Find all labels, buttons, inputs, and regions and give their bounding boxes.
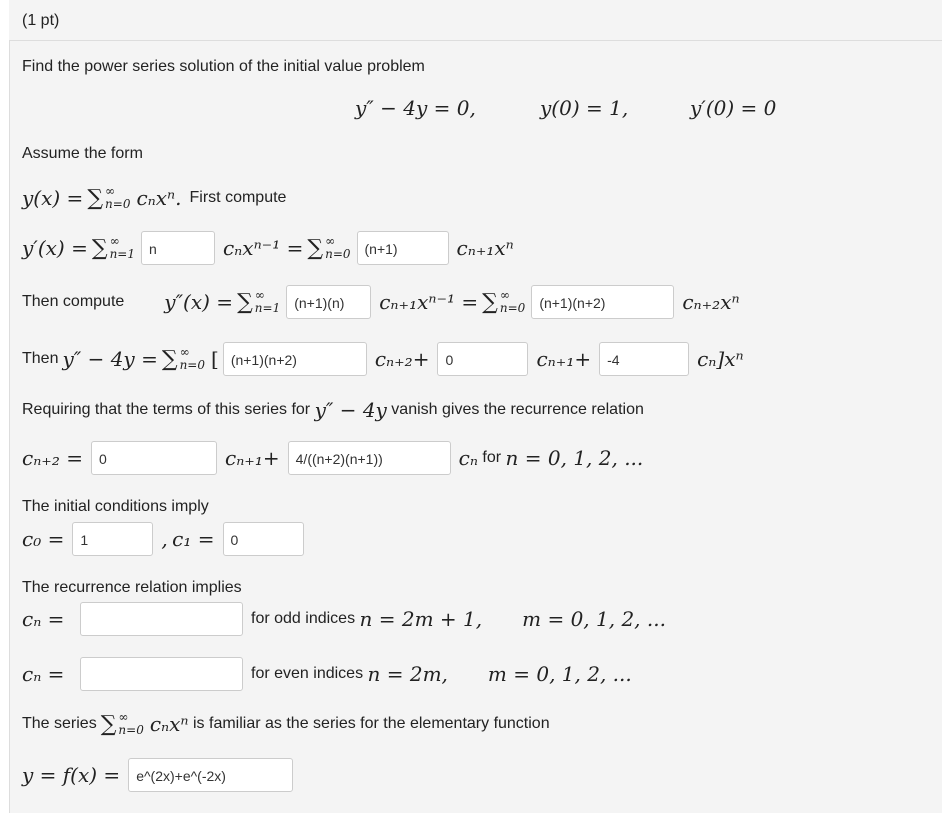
- ydouble-coef-input-1[interactable]: (n+1)(n): [286, 285, 371, 319]
- implies-label: The recurrence relation implies: [22, 579, 242, 596]
- sum-lower: n=0: [499, 301, 526, 315]
- sum-lower: n=0: [325, 247, 351, 261]
- yprime-line: [22, 230, 514, 266]
- sum-symbol: ∑ ∞ n=0: [161, 345, 205, 372]
- ydouble-coef-input-2[interactable]: (n+1)(n+2): [531, 285, 674, 319]
- sum-lower: n=0: [105, 197, 131, 211]
- combined-t2: cₙ₊₁+: [536, 347, 592, 371]
- requiring-line: [22, 392, 644, 428]
- ydouble-tail: cₙ₊₂xⁿ: [682, 290, 740, 314]
- final-lhs: y = f(x) =: [22, 763, 121, 787]
- sum-upper: ∞: [254, 288, 265, 302]
- sum-upper: ∞: [179, 345, 190, 359]
- combined-t1: cₙ₊₂+: [374, 347, 430, 371]
- ivp-ic1: y(0) = 1,: [540, 96, 629, 120]
- combined-coef-input-2[interactable]: 0: [437, 342, 528, 376]
- recurrence-for: for: [482, 449, 502, 466]
- sum-lower: n=1: [109, 247, 135, 261]
- series-post: is familiar as the series for the elementary function: [193, 715, 550, 732]
- odd-range: m = 0, 1, 2, ...: [522, 607, 666, 631]
- c1-input[interactable]: 0: [223, 522, 304, 556]
- recurrence-lhs: cₙ₊₂ =: [22, 446, 83, 470]
- sum-upper: ∞: [118, 710, 129, 724]
- sum-upper: ∞: [109, 234, 120, 248]
- points-label: (1 pt): [22, 12, 60, 29]
- sum-upper: ∞: [499, 288, 510, 302]
- yprime-coef-input-2[interactable]: (n+1): [357, 231, 449, 265]
- c0-label: c₀ =: [22, 527, 65, 551]
- c0-input[interactable]: 1: [72, 522, 153, 556]
- intro-text: Find the power series solution of the initial value problem: [22, 58, 425, 75]
- even-range: m = 0, 1, 2, ...: [487, 662, 632, 686]
- final-line: [22, 757, 293, 793]
- combined-lhs: y″ − 4y =: [62, 347, 158, 371]
- odd-line: [22, 601, 666, 637]
- combined-coef-input-1[interactable]: (n+1)(n+2): [223, 342, 367, 376]
- even-text: for even indices: [251, 665, 364, 682]
- combined-t3: cₙ]xⁿ: [697, 347, 744, 371]
- yprime-coef-input-1[interactable]: n: [141, 231, 215, 265]
- form-lhs: y(x) =: [22, 186, 84, 210]
- series-term: cₙxⁿ: [149, 712, 189, 736]
- form-term: cₙxⁿ.: [136, 186, 182, 210]
- odd-math: n = 2m + 1,: [359, 607, 483, 631]
- ivp-ic2: y′(0) = 0: [690, 96, 777, 120]
- recurrence-input-2[interactable]: 4/((n+2)(n+1)): [288, 441, 451, 475]
- sum-symbol: ∑ ∞ n=0: [100, 710, 144, 737]
- requiring-math: y″ − 4y: [314, 398, 387, 422]
- even-cn-input[interactable]: [80, 657, 243, 691]
- initial-line: [22, 521, 304, 557]
- bracket: [: [211, 347, 219, 371]
- odd-text: for odd indices: [251, 610, 356, 627]
- sum-lower: n=0: [118, 723, 144, 737]
- ivp-equation: y″ − 4y = 0,: [355, 96, 476, 120]
- first-compute-text: First compute: [189, 189, 287, 206]
- recurrence-t2: cₙ: [458, 446, 478, 470]
- ydouble-lhs: y″(x) =: [164, 290, 234, 314]
- yprime-tail: cₙ₊₁xⁿ: [456, 236, 514, 260]
- c1-label: c₁ =: [172, 527, 215, 551]
- sum-lower: n=1: [254, 301, 281, 315]
- yprime-mid: cₙxⁿ⁻¹ =: [222, 236, 304, 260]
- ydouble-mid: cₙ₊₁xⁿ⁻¹ =: [379, 290, 479, 314]
- sum-symbol: ∑ ∞ n=0: [307, 234, 351, 261]
- combined-coef-input-3[interactable]: -4: [599, 342, 689, 376]
- recurrence-input-1[interactable]: 0: [91, 441, 217, 475]
- initial-label: The initial conditions imply: [22, 498, 209, 515]
- combined-line: [22, 341, 744, 377]
- sum-symbol: ∑ ∞ n=0: [87, 184, 131, 211]
- even-line: [22, 656, 632, 692]
- series-pre: The series: [22, 715, 97, 732]
- form-line: [22, 180, 286, 216]
- requiring-pre: Requiring that the terms of this series for: [22, 401, 311, 418]
- recurrence-range: n = 0, 1, 2, ...: [505, 446, 644, 470]
- sum-symbol: ∑ ∞ n=1: [91, 234, 135, 261]
- separator: ,: [161, 527, 168, 551]
- recurrence-line: [22, 440, 643, 476]
- sum-symbol: ∑ ∞ n=1: [237, 288, 281, 315]
- then-label: Then: [22, 350, 59, 367]
- even-lhs: cₙ =: [22, 662, 65, 686]
- then-compute-label: Then compute: [22, 293, 125, 310]
- series-line: [22, 706, 550, 742]
- assume-text: Assume the form: [22, 145, 143, 162]
- even-math: n = 2m,: [367, 662, 448, 686]
- yprime-lhs: y′(x) =: [22, 236, 88, 260]
- problem-header: [9, 0, 942, 41]
- sum-symbol: ∑ ∞ n=0: [482, 288, 526, 315]
- sum-upper: ∞: [105, 184, 116, 198]
- odd-cn-input[interactable]: [80, 602, 243, 636]
- requiring-post: vanish gives the recurrence relation: [391, 401, 644, 418]
- sum-upper: ∞: [325, 234, 336, 248]
- recurrence-t1: cₙ₊₁+: [225, 446, 280, 470]
- odd-lhs: cₙ =: [22, 607, 65, 631]
- final-function-input[interactable]: e^(2x)+e^(-2x): [128, 758, 293, 792]
- ydouble-line: [22, 284, 740, 320]
- sum-lower: n=0: [179, 358, 205, 372]
